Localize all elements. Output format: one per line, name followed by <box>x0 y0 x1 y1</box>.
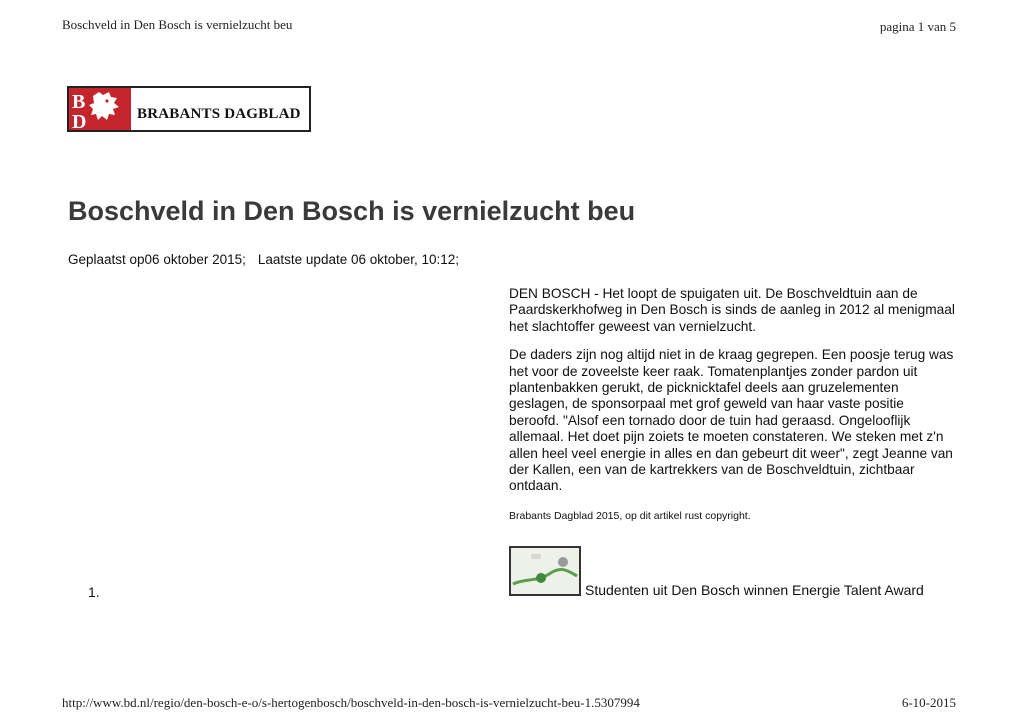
article-paragraph: De daders zijn nog altijd niet in de kraag gegrepen. Een poosje terug was het voor de zoveelste keer raak. Tomatenplantjes zonder pardon uit plantenbakken gerukt, de picknicktafel deels aan gruzelementen geslagen, de sponsorpaal met grof geweld van haar vaste positie beroofd. "Alsof een tornado door de tuin had geraasd. Ongelooflijk allemaal. Het doet pijn zoiets te moeten constateren. We steken met z'n allen heel veel energie in alles en dan gebeurt dit weer", zegt Jeanne van der Kallen, een van de kartrekkers van de Boschveldtuin, zichtbaar ontdaan. <box>509 347 954 494</box>
posted-date: Geplaatst op06 oktober 2015; <box>68 252 246 267</box>
updated-date: Laatste update 06 oktober, 10:12; <box>257 252 460 267</box>
brabants-dagblad-logo[interactable] <box>67 86 311 132</box>
copyright-notice: Brabants Dagblad 2015, op dit artikel rust copyright. <box>509 509 751 522</box>
related-list-number: 1. <box>88 584 100 600</box>
svg-text:D: D <box>72 111 87 130</box>
article-body <box>509 286 957 535</box>
related-article-link[interactable]: Studenten uit Den Bosch winnen Energie Talent Award <box>585 582 924 598</box>
related-article[interactable] <box>509 546 924 596</box>
article-title: Boschveld in Den Bosch is vernielzucht beu <box>68 196 636 226</box>
print-footer-date: 6-10-2015 <box>901 695 956 710</box>
print-footer-url: http://www.bd.nl/regio/den-bosch-e-o/s-hertogenbosch/boschveld-in-den-bosch-is-vernielzucht-beu-1.5307994 <box>62 695 640 710</box>
logo-name: BRABANTS DAGBLAD <box>137 106 301 122</box>
article-paragraph: DEN BOSCH - Het loopt de spuigaten uit. De Boschveldtuin aan de Paardskerkhofweg in Den Bosch is sinds de aanleg in 2012 al menigmaal het slachtoffer geweest van vernielzucht. <box>509 286 955 334</box>
print-header-title: Boschveld in Den Bosch is vernielzucht beu <box>62 17 293 32</box>
svg-text:B: B <box>72 91 86 113</box>
article-meta <box>68 252 459 267</box>
print-page-number: pagina 1 van 5 <box>879 19 956 34</box>
related-article-thumbnail[interactable] <box>509 546 581 596</box>
bd-lion-logo-icon <box>69 88 131 130</box>
